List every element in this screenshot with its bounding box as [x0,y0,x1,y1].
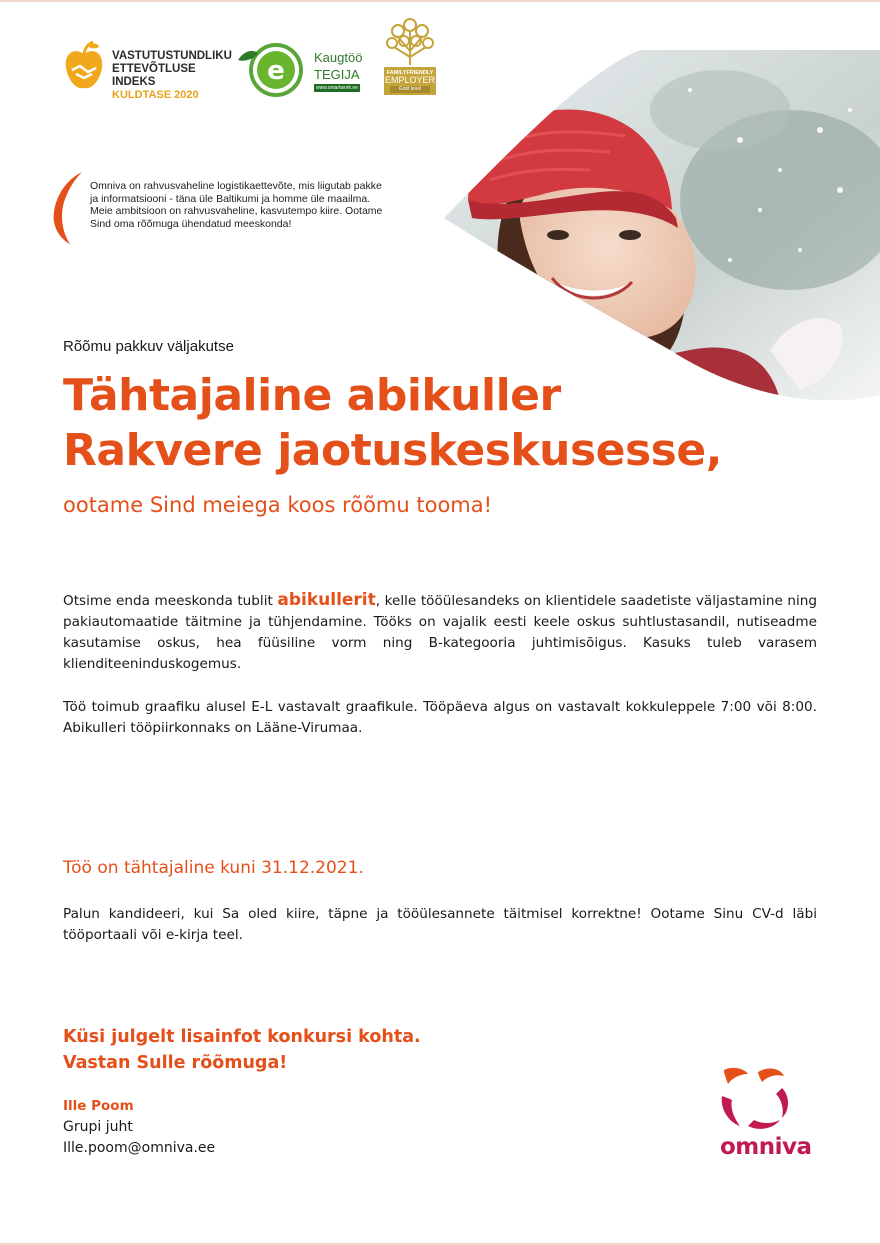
csr-logo-line1: VASTUTUSTUNDLIKU [112,50,232,62]
tree-icon [384,17,436,67]
job-title-line1: Tähtajaline abikuller [63,370,561,421]
cta-line1: Küsi julgelt lisainfot konkursi kohta. [63,1027,421,1047]
family-employer-logo [384,17,436,97]
subtitle: ootame Sind meiega koos rõõmu tooma! [63,493,493,517]
csr-index-logo [64,40,234,101]
contact-block [63,1096,215,1159]
company-intro: Omniva on rahvusvaheline logistikaettevõte, mis liigutab pakke ja informatsiooni - täna üle Baltikumi ja homme üle maailma. Meie ambitsioon on rahvusvaheline, kasvutempo kiire. Ootame Sind oma rõõmuga ühendatud meeskonda! [90,180,383,230]
contact-name: Ille Poom [63,1098,134,1114]
deadline-heading: Töö on tähtajaline kuni 31.12.2021. [63,858,364,878]
description-lead: Otsime enda meeskonda tublit [63,593,278,609]
remote-logo-url: www.smartwork.ee [314,84,360,92]
call-to-action [63,1024,421,1076]
orange-bracket-shape [48,170,84,246]
omniva-mark-icon [718,1066,818,1132]
omniva-logo [718,1066,818,1166]
job-title [63,368,722,478]
csr-logo-line2: ETTEVÕTLUSE INDEKS [112,63,196,88]
job-description [63,590,817,675]
cta-line2: Vastan Sulle rõõmuga! [63,1053,288,1073]
family-logo-line2: EMPLOYER [384,75,435,85]
family-logo-line3: Gold level [390,86,430,93]
apple-handshake-icon [64,40,104,96]
job-title-line2: Rakvere jaotuskeskusesse, [63,425,722,476]
role-highlight: abikullerit [277,590,376,610]
description-rest: , kelle tööülesandeks on klientidele saadetiste väljastamine ning pakiautomaatide täitmine ja tühjendamine. Tööks on vajalik eesti keele oskus suhtlustasandil, nutiseadme kasutamise oskus, hea füüsiline vorm ning B-kategooria juhtimisõigus. Kasuks tuleb varasem klienditeeninduskogemus. [63,593,817,672]
remote-logo-line1: Kaugtöö [314,50,363,65]
top-border [0,0,880,2]
schedule-paragraph: Töö toimub graafiku alusel E-L vastavalt graafikule. Tööpäeva algus on vastavalt kokkuleppele 7:00 või 8:00. Abikulleri tööpiirkonnaks on Lääne-Virumaa. [63,699,817,736]
contact-role: Grupi juht [63,1119,133,1135]
kicker-text: Rõõmu pakkuv väljakutse [63,338,234,355]
remote-work-logo [236,38,370,100]
e-leaf-icon [236,38,312,100]
apply-paragraph: Palun kandideeri, kui Sa oled kiire, täpne ja tööülesannete täitmisel korrektne! Ootame Sinu CV-d läbi tööportaali või e-kirja teel. [63,906,817,943]
hero-photo-woman-in-winter-hat [440,50,880,400]
svg-text:e: e [267,56,285,86]
family-logo-line1: FAMILYFRIENDLY [386,70,434,76]
omniva-wordmark: omniva [720,1134,812,1160]
contact-email[interactable]: Ille.poom@omniva.ee [63,1140,216,1156]
csr-logo-line3: KULDTASE 2020 [112,89,199,101]
remote-logo-line2: TEGIJA [314,67,360,82]
